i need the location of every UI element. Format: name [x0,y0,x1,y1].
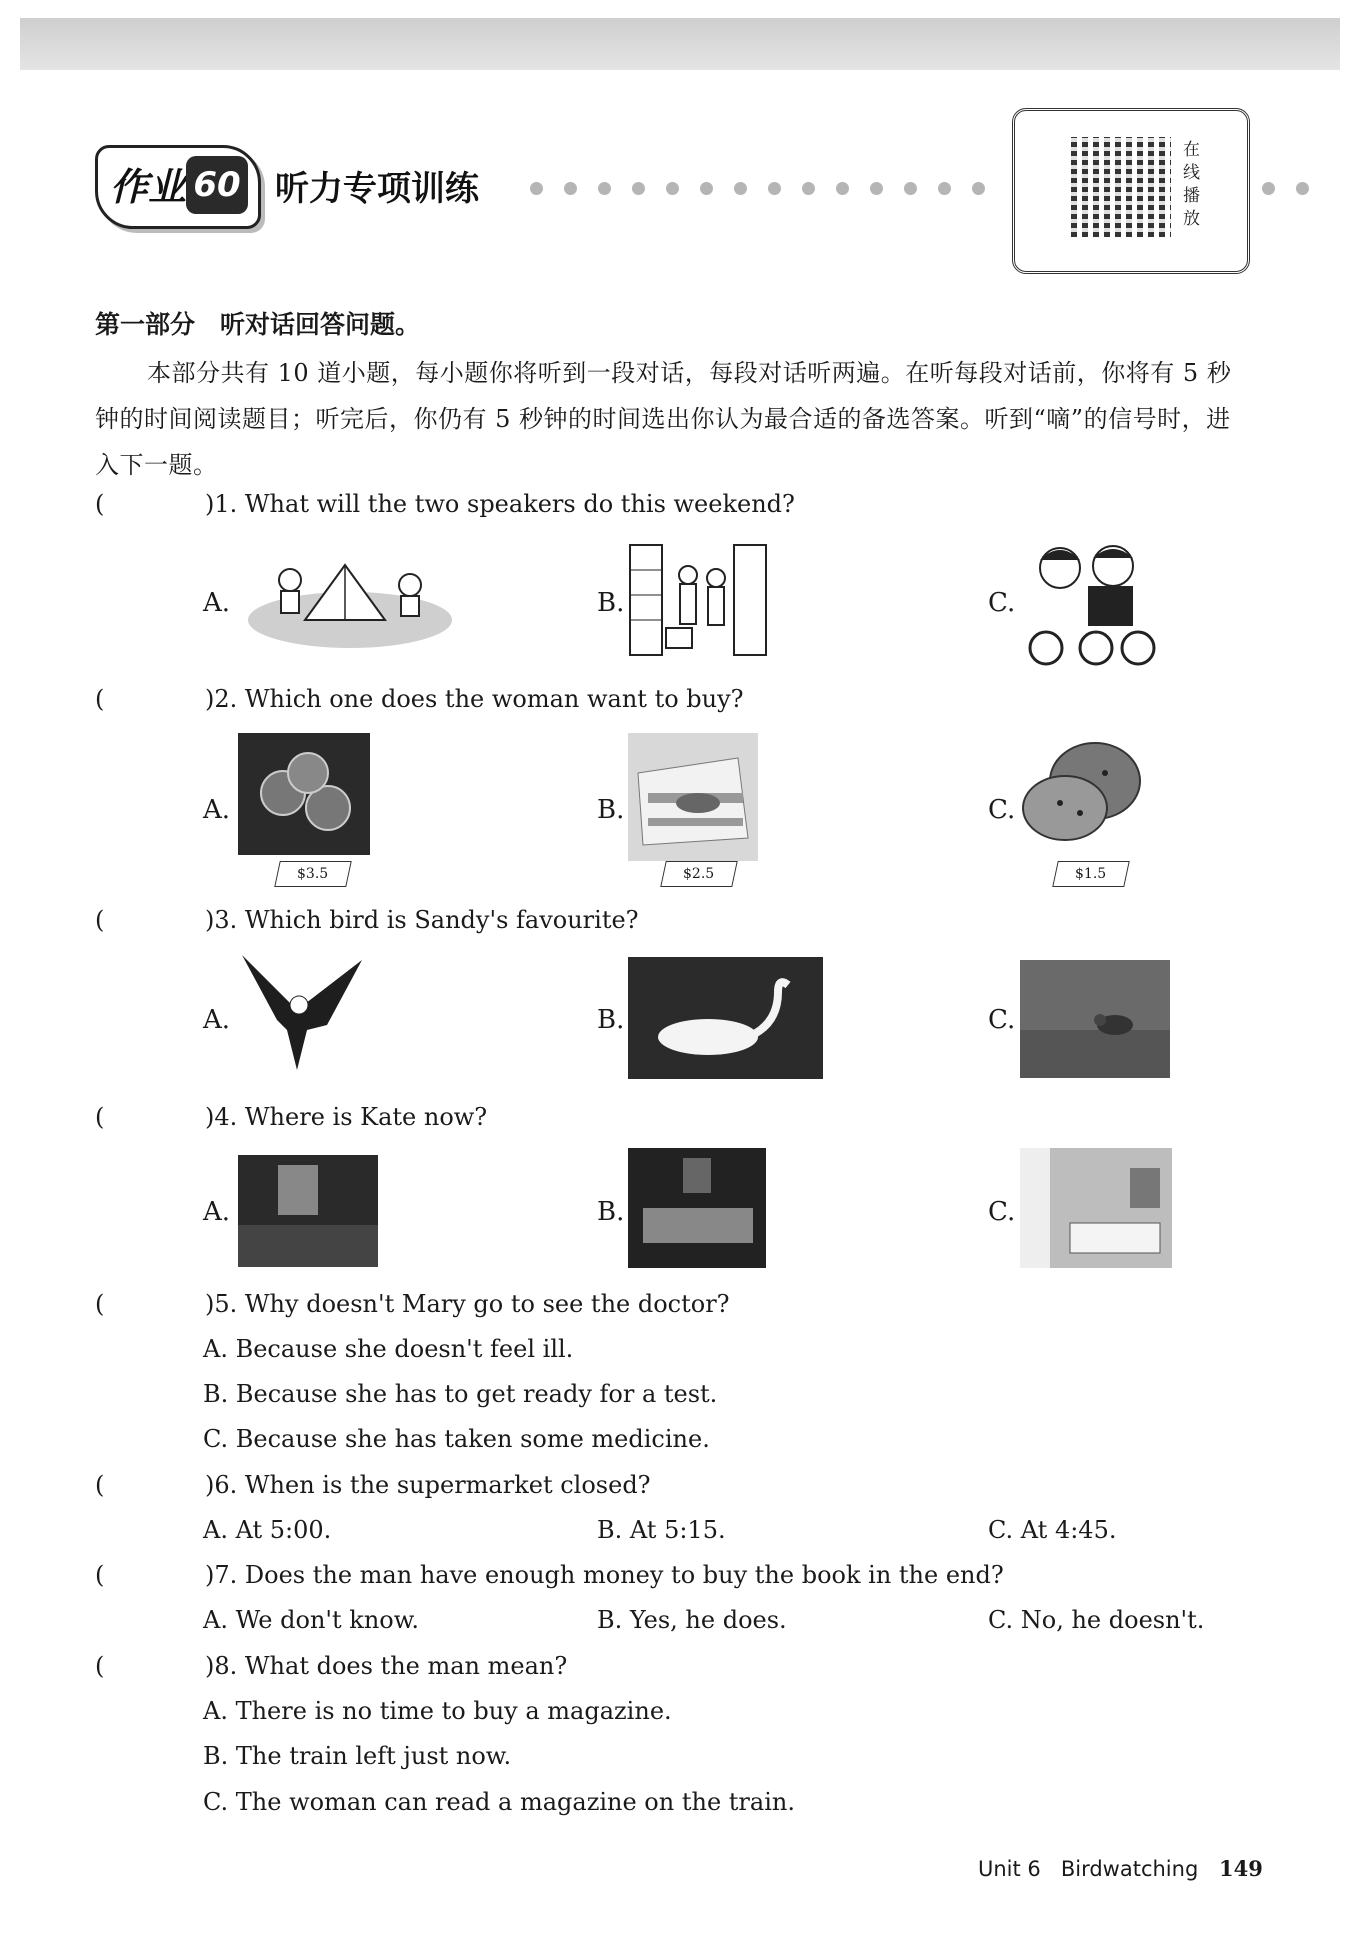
answer-bracket[interactable]: ( [95,1561,105,1589]
scan-top-strip [20,18,1340,70]
living-room-picture[interactable] [628,1148,766,1268]
cake-picture[interactable] [628,733,758,861]
answer-bracket[interactable]: ( [95,490,105,518]
question-text: )5. Why doesn't Mary go to see the doctor? [205,1290,730,1318]
page-footer [978,1856,1263,1881]
cycling-picture[interactable] [1018,538,1158,668]
option-b: B. Yes, he does. [597,1606,787,1634]
question-1 [95,490,795,518]
question-text: )2. Which one does the woman want to buy? [205,685,744,713]
answer-bracket[interactable]: ( [95,906,105,934]
qr-box[interactable] [1012,108,1250,274]
price-tag: $3.5 [274,861,352,887]
option-label: B. [597,1005,625,1035]
bedroom-picture[interactable] [1020,1148,1172,1268]
option-label: A. [203,795,231,825]
sparrow-picture[interactable] [1020,960,1170,1078]
question-3 [95,906,639,934]
section-heading: 第一部分 听对话回答问题。 [95,310,421,339]
option-c: C. Because she has taken some medicine. [203,1425,710,1453]
question-8 [95,1652,567,1680]
question-text: )8. What does the man mean? [205,1652,568,1680]
kitchen-picture[interactable] [238,1155,378,1267]
option-a: A. There is no time to buy a magazine. [203,1697,672,1725]
question-5 [95,1290,730,1318]
question-text: )7. Does the man have enough money to buy the book in the end? [205,1561,1004,1589]
eagle-picture[interactable] [237,950,367,1085]
question-4 [95,1103,487,1131]
question-2 [95,685,744,713]
price-tag: $2.5 [660,861,738,887]
question-text: )1. What will the two speakers do this weekend? [205,490,795,518]
question-7 [95,1561,1004,1589]
swan-picture[interactable] [628,957,823,1079]
footer-unit: Unit 6 [978,1857,1041,1881]
answer-bracket[interactable]: ( [95,1103,105,1131]
option-b: B. Because she has to get ready for a test. [203,1380,718,1408]
mooncake-picture[interactable] [238,733,370,855]
page-number: 149 [1218,1856,1263,1881]
badge-label: 作业 [110,165,187,209]
question-text: )4. Where is Kate now? [205,1103,488,1131]
header-dots-right [1262,182,1309,195]
option-c: C. At 4:45. [988,1516,1117,1544]
option-label: B. [597,795,625,825]
homework-badge [95,145,261,229]
option-a: A. We don't know. [203,1606,420,1634]
option-label: C. [988,588,1016,618]
header-dots [530,182,985,198]
bread-picture[interactable] [1020,733,1150,848]
option-label: C. [988,795,1016,825]
option-b: B. The train left just now. [203,1742,512,1770]
option-a: A. At 5:00. [203,1516,332,1544]
price-tag: $1.5 [1052,861,1130,887]
section-intro: 本部分共有 10 道小题，每小题你将听到一段对话，每段对话听两遍。在听每段对话前，你将有 5 秒钟的时间阅读题目；听完后，你仍有 5 秒钟的时间选出你认为最合适的备选答案。听到“嘀”的信号时，进入下一题。 [95,359,1232,479]
answer-bracket[interactable]: ( [95,1290,105,1318]
supermarket-picture[interactable] [628,540,768,660]
option-label: C. [988,1197,1016,1227]
option-a: A. Because she doesn't feel ill. [203,1335,574,1363]
answer-bracket[interactable]: ( [95,1471,105,1499]
option-b: B. At 5:15. [597,1516,726,1544]
answer-bracket[interactable]: ( [95,685,105,713]
option-c: C. The woman can read a magazine on the train. [203,1788,795,1816]
page-title: 听力专项训练 [275,169,479,209]
question-6 [95,1471,651,1499]
option-label: B. [597,1197,625,1227]
option-label: A. [203,1197,231,1227]
option-label: A. [203,588,231,618]
question-text: )3. Which bird is Sandy's favourite? [205,906,639,934]
option-label: A. [203,1005,231,1035]
camping-picture[interactable] [245,550,455,650]
option-label: B. [597,588,625,618]
qr-caption: 在线播放 [1183,140,1200,229]
option-label: C. [988,1005,1016,1035]
answer-bracket[interactable]: ( [95,1652,105,1680]
option-c: C. No, he doesn't. [988,1606,1205,1634]
qr-code-icon[interactable] [1071,137,1171,237]
badge-number: 60 [186,156,248,214]
footer-title: Birdwatching [1060,1857,1199,1881]
question-text: )6. When is the supermarket closed? [205,1471,651,1499]
